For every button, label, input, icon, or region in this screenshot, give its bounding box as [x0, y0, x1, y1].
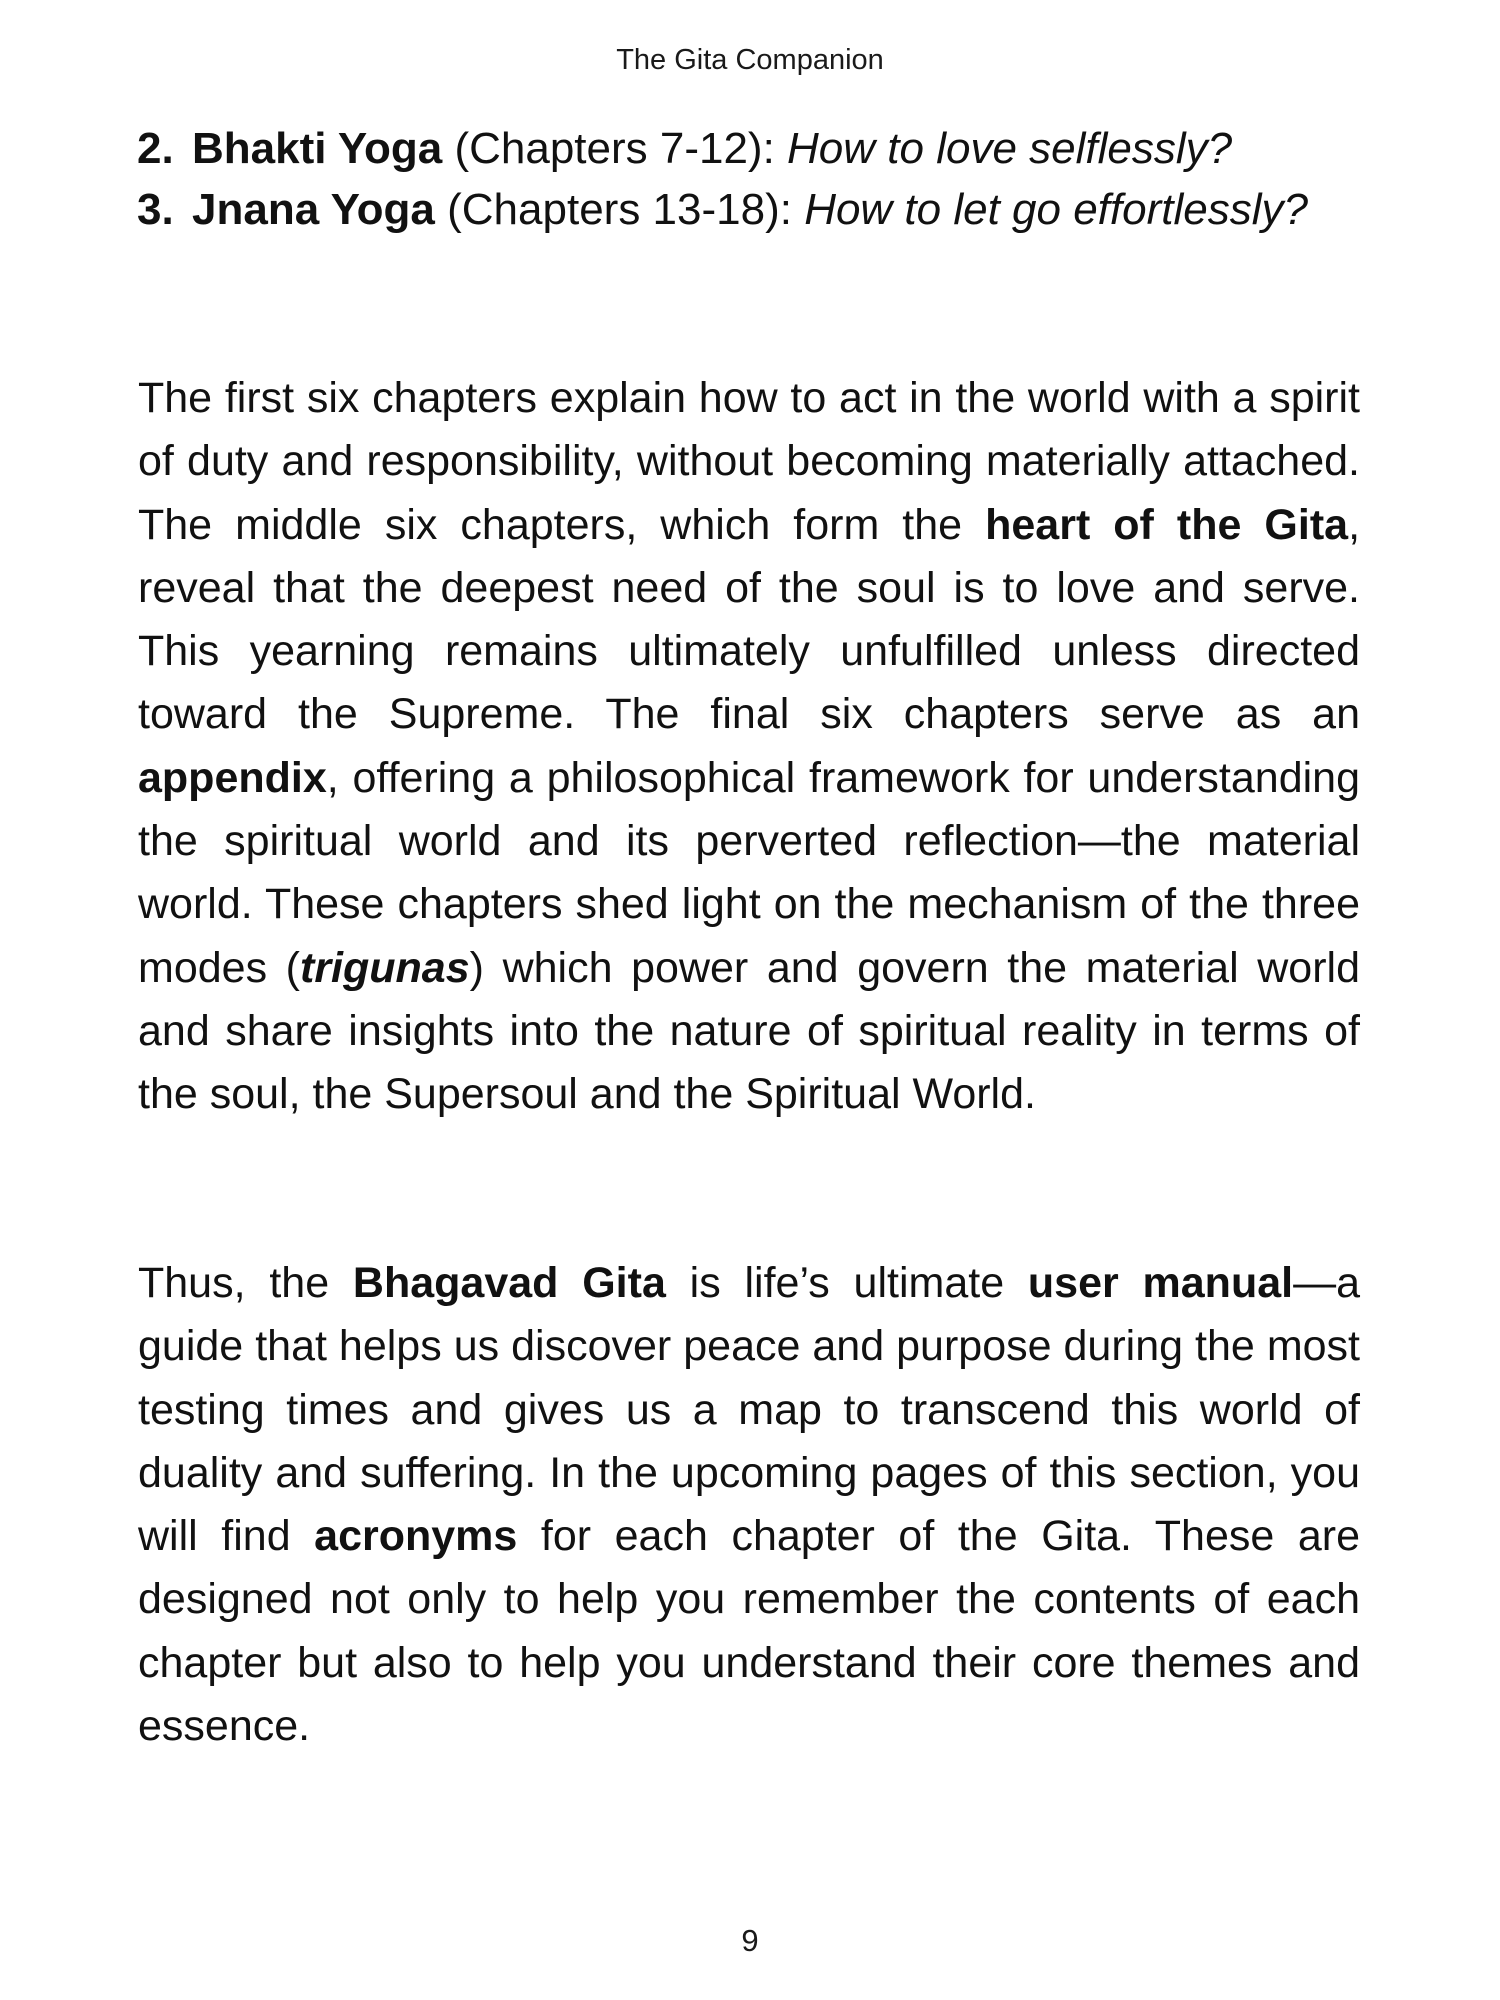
yoga-list	[137, 118, 1377, 240]
text-run: ) which power and govern the material world and share insights into the nature of spiritual reality in terms of the soul, the Supersoul and the Spiritual World.	[138, 943, 1360, 1119]
emphasis-trigunas: trigunas	[300, 943, 470, 992]
list-item-term: Bhakti Yoga	[192, 124, 443, 173]
list-item-question: How to love selflessly?	[787, 124, 1233, 173]
list-item-question: How to let go effortlessly?	[804, 185, 1308, 234]
text-run: Thus, the	[138, 1259, 353, 1307]
page-number: 9	[741, 1923, 759, 1958]
text-run: is life’s ultimate	[665, 1259, 1028, 1307]
emphasis-appendix: appendix	[138, 753, 327, 802]
list-item-number: 3.	[137, 185, 174, 234]
paragraph-chapters-overview	[138, 367, 1360, 1127]
emphasis-acronyms: acronyms	[314, 1512, 518, 1561]
list-item-range: (Chapters 7-12):	[442, 124, 788, 173]
text-run: The first six chapters explain how to act in the world with a spirit of duty and responsibility, without becoming materially attached. The middle six chapters, which form the	[138, 374, 1360, 549]
text-run: , offering a philosophical framework for understanding the spiritual world and its perverted reflection—the material world. These chapters shed light on the mechanism of the three modes (	[138, 753, 1360, 992]
list-item-number: 2.	[137, 124, 174, 173]
text-run: , reveal that the deepest need of the soul is to love and serve. This yearning remains ultimately unfulfilled unless directed toward the Supreme. The final six chapters serve as an	[138, 500, 1361, 739]
list-item	[137, 118, 1377, 179]
list-item-term: Jnana Yoga	[192, 185, 435, 234]
emphasis-bhagavad-gita: Bhagavad Gita	[352, 1259, 666, 1307]
list-item	[137, 179, 1377, 240]
text-run: —a guide that helps us discover peace and purpose during the most testing times and gives us a map to transcend this world of duality and suffering. In the upcoming pages of this section, you will find	[138, 1259, 1360, 1561]
list-item-range: (Chapters 13-18):	[434, 185, 805, 234]
running-head: The Gita Companion	[616, 44, 884, 76]
emphasis-heart-of-gita: heart of the Gita	[985, 500, 1349, 549]
paragraph-user-manual	[138, 1252, 1360, 1758]
emphasis-user-manual: user manual	[1027, 1259, 1294, 1307]
text-run: for each chapter of the Gita. These are designed not only to help you remember the contents of each chapter but also to help you understand their core themes and essence.	[138, 1512, 1361, 1751]
